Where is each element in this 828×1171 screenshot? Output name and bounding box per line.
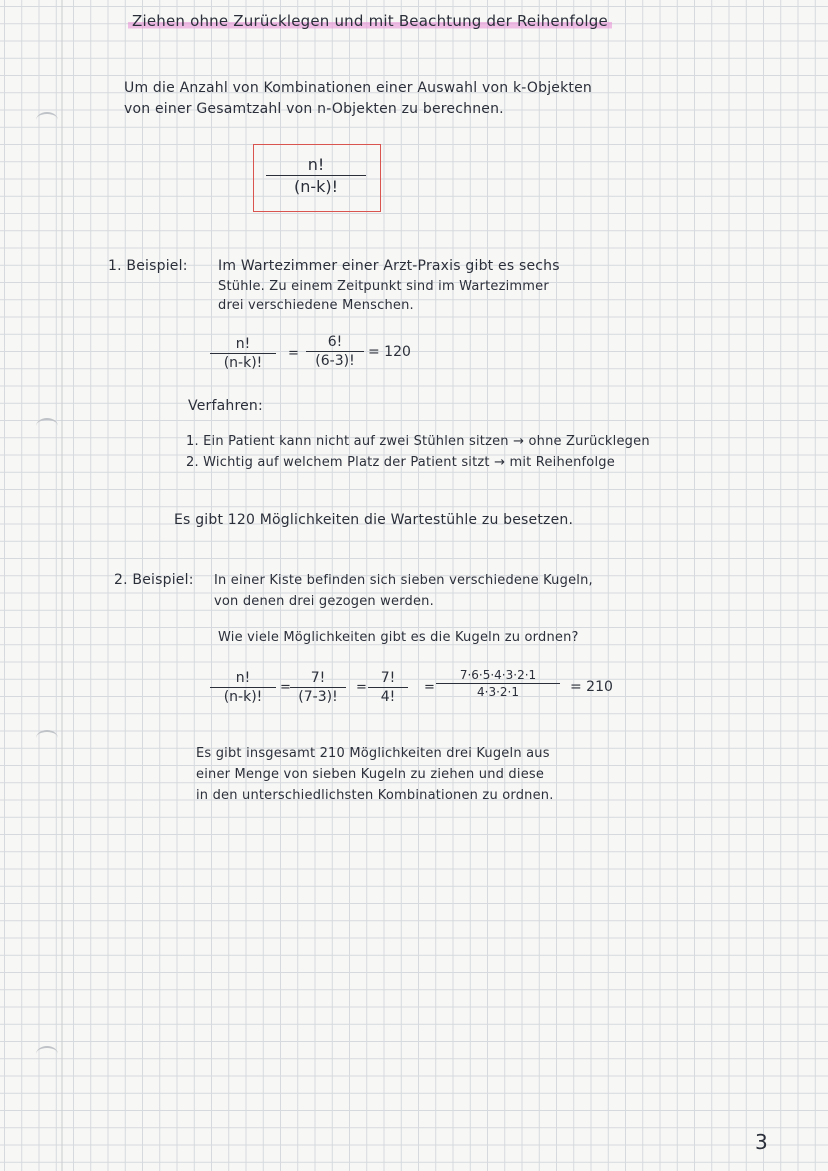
example2-fraction-2 [290, 670, 346, 705]
formula-numerator: n! [266, 155, 366, 176]
fraction-numerator: n! [210, 670, 276, 688]
fraction-numerator: n! [210, 336, 276, 354]
example2-result-2: einer Menge von sieben Kugeln zu ziehen und diese [196, 767, 545, 782]
equals-sign: = [356, 680, 367, 695]
equals-sign: = [288, 346, 299, 361]
formula-denominator: (n-k)! [293, 177, 339, 196]
procedure-step-2: 2. Wichtig auf welchem Platz der Patient sitzt → mit Reihenfolge [186, 455, 615, 470]
fraction-denominator: 4! [380, 689, 396, 705]
fraction-denominator: (n-k)! [223, 355, 263, 371]
fraction-numerator: 7! [368, 670, 408, 688]
example2-fraction-3 [368, 670, 408, 705]
punch-hole-mark [36, 112, 58, 128]
example2-text-2: von denen drei gezogen werden. [214, 594, 434, 609]
example1-result-value: = 120 [368, 344, 411, 360]
equals-sign: = [280, 680, 291, 695]
example1-text-3: drei verschiedene Menschen. [218, 298, 414, 313]
example2-text-1: In einer Kiste befinden sich sieben verschiedene Kugeln, [214, 573, 593, 588]
fraction-denominator: 4·3·2·1 [477, 685, 519, 699]
fraction-denominator: (7-3)! [298, 689, 338, 705]
punch-hole-mark [36, 730, 58, 746]
example2-fraction-4 [436, 668, 560, 699]
example1-text-1: Im Wartezimmer einer Arzt-Praxis gibt es sechs [218, 258, 560, 274]
example1-result: Es gibt 120 Möglichkeiten die Wartestühle zu besetzen. [174, 512, 574, 528]
example2-question: Wie viele Möglichkeiten gibt es die Kugeln zu ordnen? [218, 630, 579, 645]
fraction-denominator: (6-3)! [315, 353, 355, 369]
intro-line-1: Um die Anzahl von Kombinationen einer Auswahl von k-Objekten [124, 80, 593, 96]
equals-sign: = [424, 680, 435, 695]
example2-result-3: in den unterschiedlichsten Kombinationen zu ordnen. [196, 788, 554, 803]
fraction-denominator: (n-k)! [223, 689, 263, 705]
fraction-numerator: 6! [306, 334, 364, 352]
fraction-numerator: 7·6·5·4·3·2·1 [436, 668, 560, 684]
page-number: 3 [755, 1130, 768, 1154]
example1-label: 1. Beispiel: [108, 258, 188, 274]
example1-text-2: Stühle. Zu einem Zeitpunkt sind im Wartezimmer [218, 279, 549, 294]
punch-hole-mark [36, 418, 58, 434]
example1-fraction-2 [306, 334, 364, 369]
punch-hole-mark [36, 1046, 58, 1062]
page-title: Ziehen ohne Zurücklegen und mit Beachtung der Reihenfolge [128, 12, 612, 30]
fraction-numerator: 7! [290, 670, 346, 688]
main-formula [266, 155, 366, 196]
example2-result-1: Es gibt insgesamt 210 Möglichkeiten drei Kugeln aus [196, 746, 550, 761]
example2-result-value: = 210 [570, 679, 613, 695]
procedure-step-1: 1. Ein Patient kann nicht auf zwei Stühlen sitzen → ohne Zurücklegen [186, 434, 650, 449]
example2-label: 2. Beispiel: [114, 572, 194, 588]
intro-line-2: von einer Gesamtzahl von n-Objekten zu berechnen. [124, 101, 504, 117]
procedure-label: Verfahren: [188, 398, 263, 414]
example1-fraction-1 [210, 336, 276, 371]
example2-fraction-1 [210, 670, 276, 705]
